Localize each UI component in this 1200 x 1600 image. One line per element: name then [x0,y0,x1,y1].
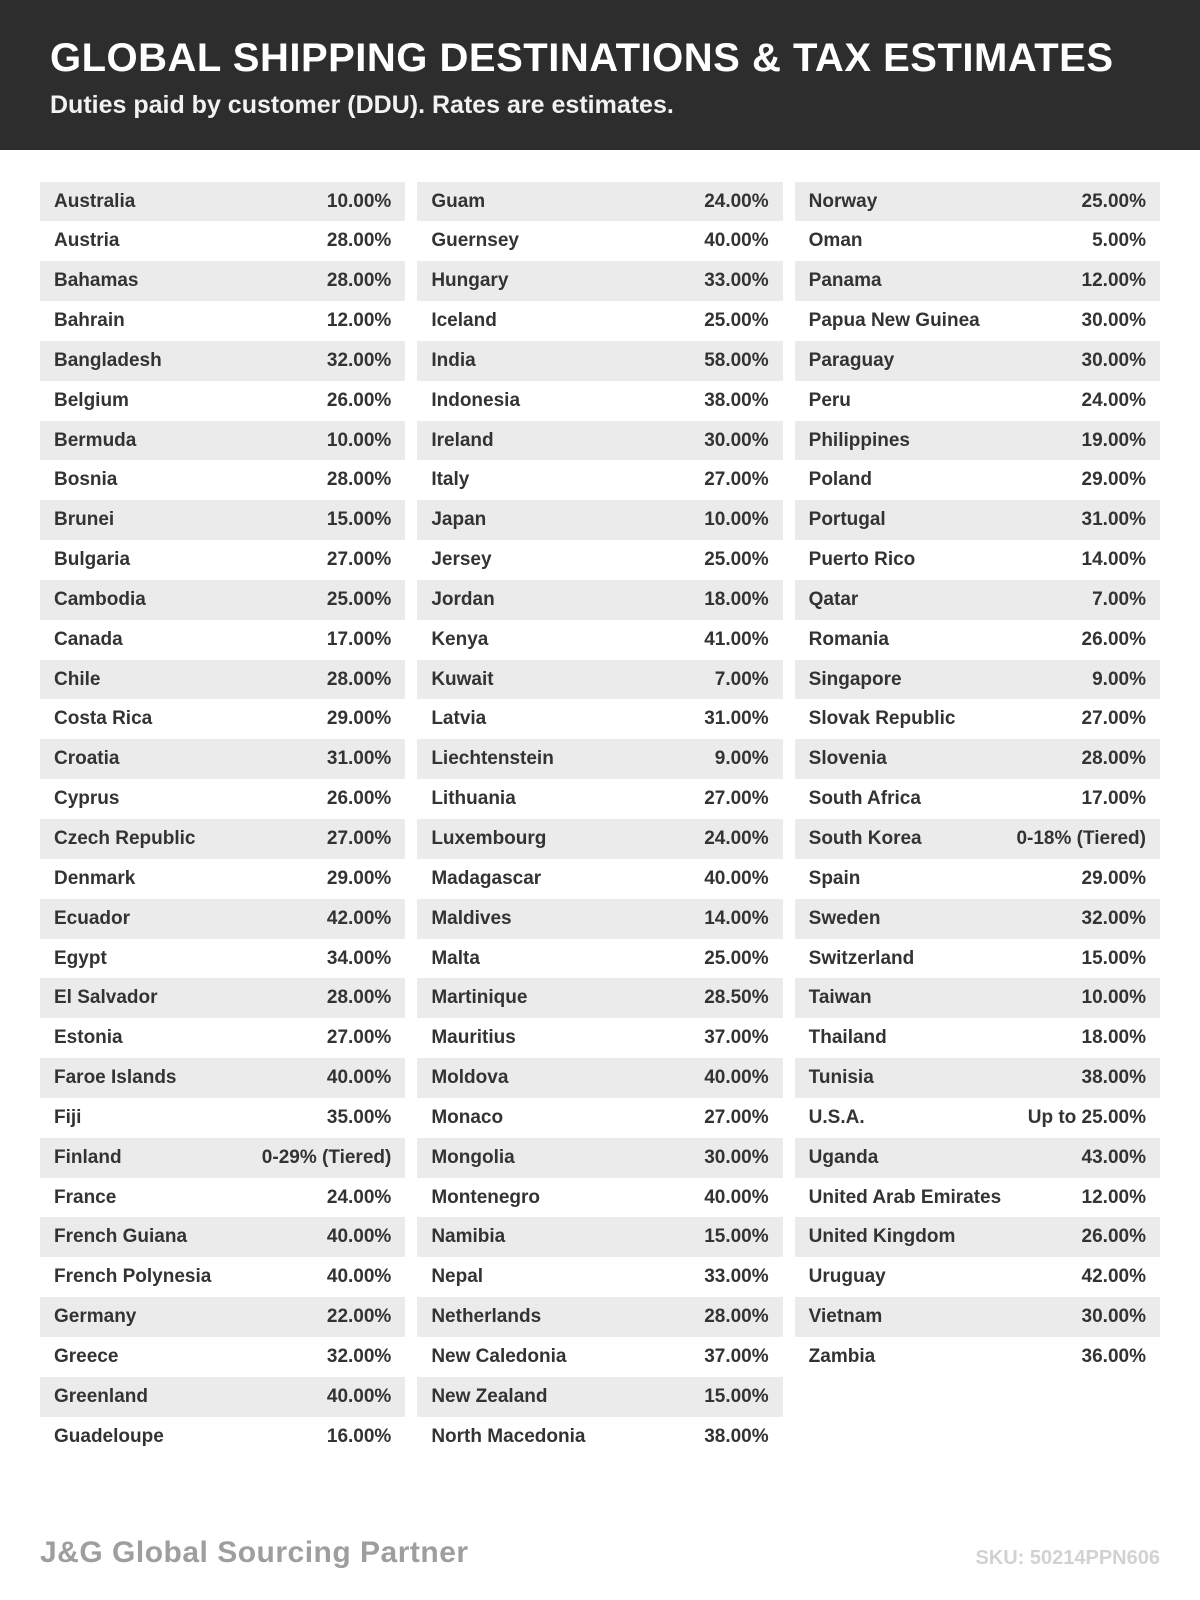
tax-rate: 9.00% [714,748,769,770]
table-row [795,341,1160,381]
tax-rate: 42.00% [326,907,392,929]
table-row [795,540,1160,580]
table-row [795,1297,1160,1337]
tax-rate: 28.00% [326,668,392,690]
tax-rate: 40.00% [326,1067,392,1089]
tax-rate: 40.00% [704,1186,769,1208]
country-name: Luxembourg [431,828,547,849]
tax-rate: 30.00% [1081,310,1146,332]
tax-rate: 10.00% [1081,987,1146,1009]
country-name: Bermuda [54,429,137,451]
table-row [795,182,1160,222]
country-name: Denmark [54,867,136,889]
country-name: Kenya [431,628,489,650]
country-name: Zambia [808,1345,876,1367]
table-row [417,580,782,620]
table-row [417,540,782,580]
country-name: Moldova [431,1067,509,1089]
table-row [40,1417,405,1457]
tax-rate: 30.00% [1081,349,1146,371]
country-name: Bahrain [54,310,125,332]
table-row [795,1257,1160,1297]
tax-rate: 38.00% [1081,1067,1146,1089]
table-row [417,381,782,421]
country-name: Guam [431,190,486,212]
table-row [40,1297,405,1337]
tax-rate: 30.00% [704,429,769,451]
country-name: North Macedonia [431,1425,586,1447]
table-row [795,620,1160,660]
table-row [40,1257,405,1297]
country-name: Costa Rica [54,708,153,730]
table-row [795,739,1160,779]
tax-rate: 40.00% [326,1385,392,1407]
tax-rate: 38.00% [704,1425,769,1447]
tax-rate: 35.00% [326,1106,392,1128]
country-name: Bahamas [54,270,139,292]
country-name: Malta [431,947,480,969]
tax-rate: 29.00% [1081,469,1146,491]
country-name: French Polynesia [54,1266,212,1288]
table-row [417,660,782,700]
country-name: Singapore [808,668,902,690]
table-row [40,221,405,261]
table-row [795,1018,1160,1058]
tax-rate: 43.00% [1081,1146,1146,1168]
country-name: Norway [808,190,878,212]
tax-rate: 40.00% [326,1266,392,1288]
table-row [417,899,782,939]
tax-rate: 24.00% [704,190,769,212]
tax-rate: 26.00% [1081,628,1146,650]
tax-rate: 33.00% [704,1266,769,1288]
table-row [40,779,405,819]
tax-rate: 10.00% [326,190,392,212]
country-name: Latvia [431,708,487,730]
country-name: Italy [431,469,470,491]
table-row [40,899,405,939]
tax-rate: 27.00% [704,469,769,491]
country-name: Guernsey [431,230,519,252]
country-name: Iceland [431,310,497,332]
table-row [795,421,1160,461]
country-name: Mongolia [431,1146,515,1168]
table-row [40,421,405,461]
table-row [417,739,782,779]
country-name: Ecuador [54,907,131,929]
table-row [795,381,1160,421]
tax-rate: 26.00% [326,389,392,411]
country-name: Hungary [431,270,509,292]
tax-rate: 28.00% [704,1306,769,1328]
tax-rate: 16.00% [326,1425,392,1447]
tax-rate: 58.00% [704,349,769,371]
table-row [40,540,405,580]
tax-rate: 7.00% [1092,588,1146,610]
table-row [40,1098,405,1138]
country-name: Qatar [808,588,859,610]
table-row [40,1058,405,1098]
tax-rate: 27.00% [326,828,392,849]
tax-rate: 28.00% [326,230,392,252]
country-name: Vietnam [808,1306,883,1328]
table-row [417,1297,782,1337]
country-name: French Guiana [54,1226,188,1248]
tax-rate: 27.00% [326,1027,392,1049]
country-name: Philippines [808,429,911,451]
country-name: Bosnia [54,469,118,491]
tax-rate: 25.00% [704,947,769,969]
table-row [417,859,782,899]
tax-rate: 18.00% [704,588,769,610]
table-row [795,978,1160,1018]
country-name: Namibia [431,1226,506,1248]
country-name: Croatia [54,748,120,770]
tax-rate: 27.00% [704,788,769,810]
table-row [795,1217,1160,1257]
country-name: Jordan [431,588,495,610]
country-name: Spain [808,867,861,889]
tax-rate: 29.00% [326,867,392,889]
table-row [795,500,1160,540]
country-name: Uganda [808,1146,879,1168]
table-row [40,739,405,779]
table-row [417,620,782,660]
tax-rate: 28.00% [1081,748,1146,770]
table-row [795,301,1160,341]
table-row [417,819,782,859]
table-row [40,1178,405,1218]
table-row [40,1377,405,1417]
table-row [417,421,782,461]
tax-rate: 38.00% [704,389,769,411]
tax-rate: 26.00% [326,788,392,810]
tax-rate: 40.00% [704,230,769,252]
table-row [40,1217,405,1257]
country-name: Poland [808,469,872,491]
table-row [417,978,782,1018]
tax-rate: 24.00% [326,1186,392,1208]
tax-rate: 33.00% [704,270,769,292]
country-name: Switzerland [808,947,915,969]
table-row [417,500,782,540]
country-name: India [431,349,476,371]
tax-rate: 5.00% [1092,230,1146,252]
country-name: Uruguay [808,1266,886,1288]
tax-rate: 29.00% [1081,867,1146,889]
table-row [40,859,405,899]
tax-rate: 15.00% [704,1385,769,1407]
country-name: Finland [54,1146,122,1168]
tax-rate: 28.50% [704,987,769,1009]
tax-rate: 34.00% [326,947,392,969]
table-row [417,1058,782,1098]
country-name: Australia [54,190,136,212]
tax-rate: 10.00% [704,509,769,531]
country-name: Portugal [808,509,886,531]
tax-rate: 0-18% (Tiered) [1016,828,1146,849]
brand-name: J&G Global Sourcing Partner [40,1536,469,1569]
table-row [40,978,405,1018]
table-row [40,580,405,620]
table-row [795,460,1160,500]
tax-rate: 25.00% [326,588,392,610]
table-row [417,182,782,222]
country-name: Taiwan [808,987,872,1009]
table-row [40,660,405,700]
tax-rate: 30.00% [704,1146,769,1168]
country-name: Greece [54,1345,119,1367]
tax-rate: 24.00% [1081,389,1146,411]
table-row [795,779,1160,819]
table-row [40,460,405,500]
country-name: Tunisia [808,1067,874,1089]
table-row [417,779,782,819]
table-row [40,1138,405,1178]
table-row [40,1337,405,1377]
country-name: Guadeloupe [54,1425,164,1447]
tax-rate: 37.00% [704,1345,769,1367]
country-name: Montenegro [431,1186,541,1208]
table-row [417,221,782,261]
tax-rate: 27.00% [326,549,392,571]
tax-rate: 40.00% [704,867,769,889]
tax-rate: 28.00% [326,270,392,292]
tax-rate: 24.00% [704,828,769,849]
tax-rate: 12.00% [326,310,392,332]
table-row [795,699,1160,739]
page-title: GLOBAL SHIPPING DESTINATIONS & TAX ESTIMATES [50,36,1114,80]
table-row [795,261,1160,301]
table-row [795,580,1160,620]
rate-column-3 [795,182,1160,1457]
tax-rate: 15.00% [1081,947,1146,969]
table-row [417,1377,782,1417]
country-name: Madagascar [431,867,542,889]
country-name: Bulgaria [54,549,131,571]
country-name: Romania [808,628,889,650]
table-row [795,1178,1160,1218]
tax-rate: 31.00% [1081,509,1146,531]
table-row [417,699,782,739]
country-name: Paraguay [808,349,895,371]
tax-rate: 0-29% (Tiered) [261,1146,392,1168]
country-name: New Caledonia [431,1345,567,1367]
country-name: South Africa [808,788,921,810]
table-row [40,341,405,381]
header-banner [0,0,1200,150]
country-name: Chile [54,668,101,690]
country-name: United Kingdom [808,1226,956,1248]
country-name: Puerto Rico [808,549,916,571]
tax-rate: 26.00% [1081,1226,1146,1248]
country-name: Kuwait [431,668,494,690]
country-name: Czech Republic [54,828,196,849]
tax-rate: 28.00% [326,987,392,1009]
table-row [40,1018,405,1058]
country-name: Slovenia [808,748,887,770]
table-row [417,1337,782,1377]
tax-rate: 29.00% [326,708,392,730]
tax-rate: 18.00% [1081,1027,1146,1049]
table-row [417,1217,782,1257]
table-row [795,899,1160,939]
table-row [795,221,1160,261]
table-row [795,1098,1160,1138]
tax-rate: 19.00% [1081,429,1146,451]
table-row [40,261,405,301]
tax-rate: 27.00% [704,1106,769,1128]
country-name: Slovak Republic [808,708,956,730]
country-name: Germany [54,1306,137,1328]
tax-rate: Up to 25.00% [1027,1106,1146,1128]
table-row [40,699,405,739]
country-name: Greenland [54,1385,148,1407]
tax-rate: 32.00% [1081,907,1146,929]
tax-rate: 37.00% [704,1027,769,1049]
table-row [417,1178,782,1218]
country-name: Ireland [431,429,494,451]
table-row [795,1058,1160,1098]
rate-column-1 [40,182,405,1457]
tax-rate: 31.00% [326,748,392,770]
tax-rate: 14.00% [1081,549,1146,571]
tax-rate: 30.00% [1081,1306,1146,1328]
country-name: Mauritius [431,1027,516,1049]
table-row [417,1417,782,1457]
table-row [40,500,405,540]
country-name: Cyprus [54,788,120,810]
country-name: U.S.A. [808,1106,865,1128]
table-row [795,1138,1160,1178]
tax-rate: 17.00% [1081,788,1146,810]
table-row [40,939,405,979]
table-row [417,1138,782,1178]
country-name: Sweden [808,907,881,929]
table-row [417,1018,782,1058]
country-name: Peru [808,389,851,411]
table-row [40,819,405,859]
tax-rate: 15.00% [326,509,392,531]
tax-rate: 25.00% [704,549,769,571]
tax-rate: 31.00% [704,708,769,730]
tax-rate: 15.00% [704,1226,769,1248]
tax-rate: 25.00% [1081,190,1146,212]
tax-rate: 40.00% [326,1226,392,1248]
country-name: Egypt [54,947,107,969]
table-row [417,1098,782,1138]
country-name: South Korea [808,828,922,849]
country-name: Monaco [431,1106,504,1128]
rates-table [0,150,1200,1457]
country-name: Faroe Islands [54,1067,177,1089]
tax-rate: 27.00% [1081,708,1146,730]
rate-column-2 [417,182,782,1457]
country-name: Estonia [54,1027,123,1049]
country-name: Canada [54,628,123,650]
country-name: Japan [431,509,487,531]
table-row [417,301,782,341]
country-name: Austria [54,230,120,252]
tax-rate: 40.00% [704,1067,769,1089]
tax-rate: 32.00% [326,349,392,371]
tax-rate: 12.00% [1081,1186,1146,1208]
country-name: El Salvador [54,987,158,1009]
country-name: Netherlands [431,1306,542,1328]
tax-rate: 10.00% [326,429,392,451]
country-name: Maldives [431,907,512,929]
tax-rate: 36.00% [1081,1345,1146,1367]
tax-rate: 17.00% [326,628,392,650]
tax-rate: 9.00% [1092,668,1146,690]
tax-rate: 41.00% [704,628,769,650]
footer [0,1536,1200,1600]
table-row [40,301,405,341]
country-name: Bangladesh [54,349,162,371]
country-name: France [54,1186,117,1208]
country-name: Jersey [431,549,492,571]
sku-label: SKU: 50214PPN606 [975,1547,1160,1569]
country-name: United Arab Emirates [808,1186,1002,1208]
country-name: Lithuania [431,788,516,810]
table-row [40,381,405,421]
table-row [417,939,782,979]
country-name: Panama [808,270,882,292]
country-name: New Zealand [431,1385,548,1407]
tax-rate: 32.00% [326,1345,392,1367]
table-row [795,939,1160,979]
table-row [417,1257,782,1297]
page-subtitle: Duties paid by customer (DDU). Rates are estimates. [50,91,674,119]
table-row [795,660,1160,700]
country-name: Brunei [54,509,115,531]
tax-rate: 12.00% [1081,270,1146,292]
tax-rate: 25.00% [704,310,769,332]
country-name: Belgium [54,389,129,411]
tax-rate: 42.00% [1081,1266,1146,1288]
country-name: Liechtenstein [431,748,554,770]
table-row [417,460,782,500]
tax-rate: 14.00% [704,907,769,929]
country-name: Nepal [431,1266,484,1288]
country-name: Indonesia [431,389,521,411]
table-row [417,341,782,381]
table-row [795,819,1160,859]
table-row [40,182,405,222]
table-row [795,859,1160,899]
country-name: Martinique [431,987,528,1009]
country-name: Thailand [808,1027,887,1049]
tax-rate: 7.00% [714,668,769,690]
country-name: Papua New Guinea [808,310,980,332]
tax-rate: 22.00% [326,1306,392,1328]
country-name: Fiji [54,1106,82,1128]
table-row [417,261,782,301]
country-name: Oman [808,230,863,252]
table-row [795,1337,1160,1377]
country-name: Cambodia [54,588,146,610]
table-row [40,620,405,660]
tax-rate: 28.00% [326,469,392,491]
